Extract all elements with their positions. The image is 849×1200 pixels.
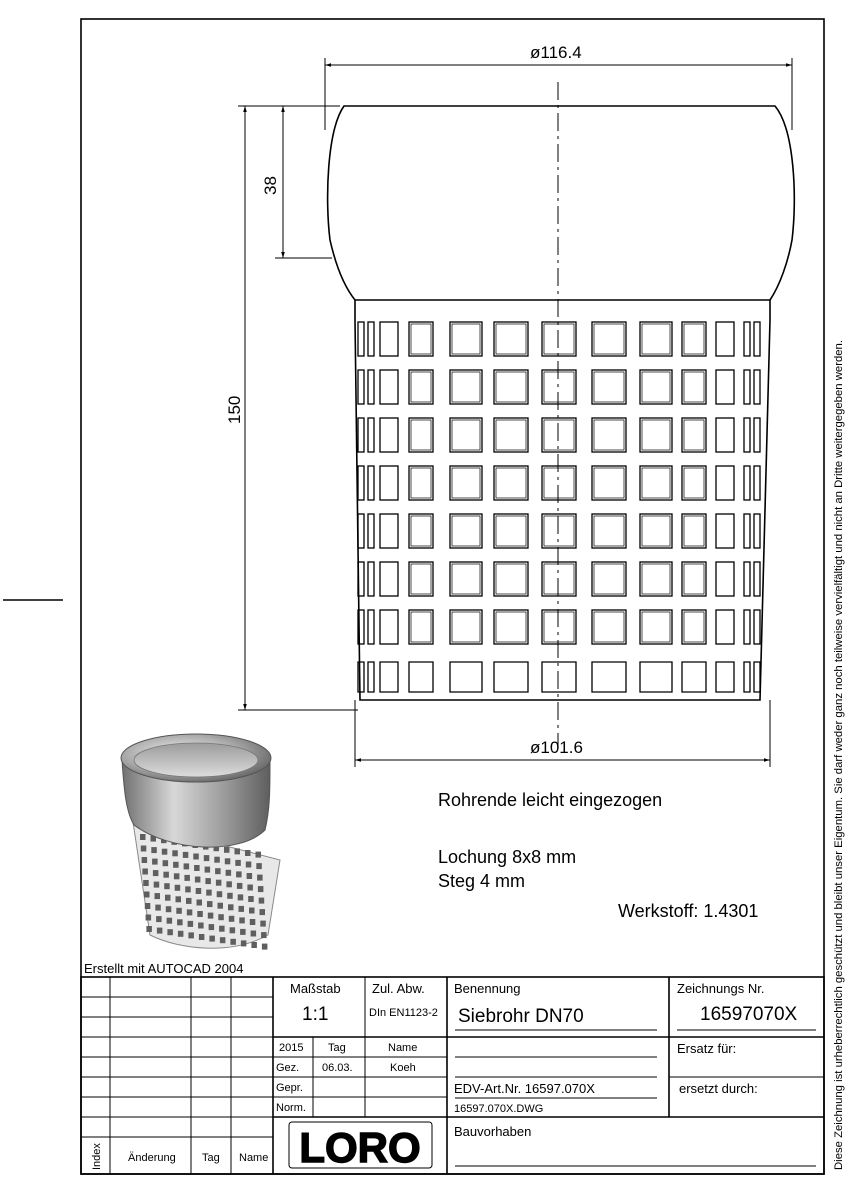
perforation-hole-edge <box>496 564 526 594</box>
perforation-hole-edge <box>642 612 670 642</box>
render-hole <box>219 926 225 932</box>
perforation-hole <box>409 466 433 500</box>
perforation-hole <box>368 370 374 404</box>
copyright-text: Diese Zeichnung ist urheberrechtlich geschützt und bleibt unser Eigentum. Sie darf weder ganz noch teilweise vervielfältigt und nicht an Dritte weitergegeben werden. <box>833 363 845 1170</box>
render-hole <box>218 903 224 909</box>
render-hole <box>144 892 150 898</box>
perforation-hole-edge <box>684 324 704 354</box>
perforation-hole-edge <box>452 324 480 354</box>
perforation-hole <box>640 562 672 596</box>
render-hole <box>143 880 149 886</box>
perforation-hole <box>409 562 433 596</box>
tolerance-label: Zul. Abw. <box>372 981 425 996</box>
bottom-diameter-label: ø101.6 <box>530 738 583 757</box>
change-header: Änderung <box>128 1152 176 1164</box>
drawn-date: 06.03. <box>322 1062 353 1074</box>
perforation-hole <box>716 322 734 356</box>
render-hole <box>249 908 255 914</box>
render-hole <box>256 863 262 869</box>
perforation-hole-edge <box>411 564 431 594</box>
perforation-hole <box>744 610 750 644</box>
perforation-hole-edge <box>496 372 526 402</box>
perforation-hole-edge <box>496 612 526 642</box>
perforation-hole <box>368 466 374 500</box>
render-hole <box>230 939 236 945</box>
perforation-hole <box>592 610 626 644</box>
render-hole <box>235 848 241 854</box>
perforation-hole <box>682 418 706 452</box>
perforation-hole-edge <box>684 564 704 594</box>
render-hole <box>239 906 245 912</box>
perforation-hole <box>744 514 750 548</box>
render-hole <box>245 850 251 856</box>
render-hole <box>205 867 211 873</box>
render-hole <box>199 934 205 940</box>
perforation-hole-edge <box>684 372 704 402</box>
tolerance-value: DIn EN1123-2 <box>369 1007 438 1019</box>
render-hole <box>218 914 224 920</box>
render-hole <box>224 847 230 853</box>
perforation-hole <box>494 466 528 500</box>
perforation-hole <box>716 466 734 500</box>
perforation-hole-edge <box>594 564 624 594</box>
perforation-hole <box>682 322 706 356</box>
render-hole <box>256 852 262 858</box>
perforation-hole-edge <box>684 516 704 546</box>
render-hole <box>146 915 152 921</box>
perforation-hole <box>592 562 626 596</box>
perforation-hole <box>358 466 364 500</box>
perforation-hole <box>368 562 374 596</box>
perforation-hole <box>450 562 482 596</box>
perforation-hole-edge <box>544 468 574 498</box>
render-hole <box>193 854 199 860</box>
norm-label: Norm. <box>276 1102 306 1114</box>
perforation-hole <box>494 322 528 356</box>
render-hole <box>247 885 253 891</box>
perforation-hole <box>380 322 398 356</box>
render-hole <box>175 885 181 891</box>
drawn-name: Koeh <box>390 1062 416 1074</box>
render-hole <box>237 883 243 889</box>
perforation-hole-edge <box>544 372 574 402</box>
perforation-hole <box>592 370 626 404</box>
perforation-hole <box>754 370 760 404</box>
perforation-hole <box>716 370 734 404</box>
perforation-hole <box>409 370 433 404</box>
perforation-hole <box>754 514 760 548</box>
render-hole <box>235 860 241 866</box>
render-hole <box>226 881 232 887</box>
perforation-hole <box>450 370 482 404</box>
perforation-hole <box>380 418 398 452</box>
note-web: Steg 4 mm <box>438 871 526 891</box>
perforation-hole <box>716 562 734 596</box>
dimension-total-height <box>238 106 358 710</box>
perforation-hole-edge <box>594 612 624 642</box>
render-hole <box>142 869 148 875</box>
perforation-hole <box>592 418 626 452</box>
perforation-hole-edge <box>544 612 574 642</box>
perforation-hole-bottom <box>744 662 750 692</box>
perforation-hole-edge <box>684 468 704 498</box>
perforation-hole-edge <box>411 324 431 354</box>
render-hole <box>172 850 178 856</box>
scale-value: 1:1 <box>302 1004 329 1025</box>
render-hole <box>246 862 252 868</box>
perforation-hole <box>494 370 528 404</box>
perforation-hole-edge <box>452 372 480 402</box>
perforation-hole <box>409 514 433 548</box>
perforation-hole-edge <box>594 516 624 546</box>
render-hole <box>184 875 190 881</box>
perforation-hole <box>380 466 398 500</box>
render-hole <box>177 919 183 925</box>
perforation-hole <box>494 562 528 596</box>
perforation-grid <box>358 322 760 692</box>
render-hole <box>205 878 211 884</box>
perforation-hole <box>380 514 398 548</box>
render-hole <box>209 924 215 930</box>
perforation-hole <box>682 610 706 644</box>
render-hole <box>226 870 232 876</box>
render-hole <box>146 926 152 932</box>
render-hole <box>141 846 147 852</box>
perforation-hole <box>494 418 528 452</box>
perforation-hole <box>450 322 482 356</box>
perforation-hole <box>542 370 576 404</box>
perforation-hole <box>380 370 398 404</box>
note-perforation: Lochung 8x8 mm <box>438 847 577 867</box>
render-hole <box>217 891 223 897</box>
year-cell: 2015 <box>279 1042 304 1054</box>
perforation-hole <box>682 514 706 548</box>
perforation-hole <box>358 322 364 356</box>
render-hole <box>188 932 194 938</box>
render-hole <box>153 870 159 876</box>
render-hole <box>140 834 146 840</box>
render-hole <box>174 873 180 879</box>
render-hole <box>257 875 263 881</box>
render-hole <box>155 893 161 899</box>
designation-value: Siebrohr DN70 <box>458 1006 584 1027</box>
scale-label: Maßstab <box>290 981 341 996</box>
perforation-hole <box>450 610 482 644</box>
render-hole <box>236 871 242 877</box>
top-diameter-label: ø116.4 <box>530 43 582 62</box>
perforation-hole-edge <box>684 420 704 450</box>
render-hole <box>260 909 266 915</box>
perforation-hole <box>744 562 750 596</box>
drawing-number-label: Zeichnungs Nr. <box>677 981 765 996</box>
render-hole <box>239 917 245 923</box>
perforation-hole-edge <box>544 516 574 546</box>
perforation-hole <box>744 466 750 500</box>
perforation-hole <box>754 466 760 500</box>
render-hole <box>186 898 192 904</box>
perforation-hole <box>368 322 374 356</box>
perforation-hole-edge <box>544 420 574 450</box>
perforation-hole <box>640 418 672 452</box>
perforation-hole-edge <box>642 468 670 498</box>
loro-logo <box>289 1122 432 1171</box>
perforation-hole <box>450 418 482 452</box>
perforation-hole <box>592 466 626 500</box>
perforation-hole-bottom <box>592 662 626 692</box>
perforation-hole-edge <box>642 564 670 594</box>
perforation-hole-bottom <box>682 662 706 692</box>
render-hole <box>215 868 221 874</box>
render-hole <box>251 942 257 948</box>
perforation-hole <box>542 322 576 356</box>
replacement-for-label: Ersatz für: <box>677 1041 737 1056</box>
render-hole <box>165 895 171 901</box>
perforation-hole <box>368 418 374 452</box>
render-hole <box>240 929 246 935</box>
svg-text:LORO: LORO <box>299 1124 421 1171</box>
index-header: Index <box>91 1143 103 1170</box>
project-label: Bauvorhaben <box>454 1124 532 1139</box>
render-hole <box>207 901 213 907</box>
perforation-hole-edge <box>411 612 431 642</box>
render-hole <box>198 923 204 929</box>
perforation-hole <box>716 418 734 452</box>
render-hole <box>166 906 172 912</box>
perforation-hole-edge <box>452 420 480 450</box>
render-hole <box>206 890 212 896</box>
perforation-hole <box>754 610 760 644</box>
render-hole <box>187 909 193 915</box>
render-hole <box>156 916 162 922</box>
perforation-hole-edge <box>642 324 670 354</box>
perforation-hole <box>368 514 374 548</box>
perforation-hole <box>744 418 750 452</box>
render-hole <box>227 893 233 899</box>
render-hole <box>197 911 203 917</box>
perforation-hole <box>409 322 433 356</box>
perforation-hole-edge <box>496 324 526 354</box>
render-hole <box>167 918 173 924</box>
perforation-hole-edge <box>642 516 670 546</box>
render-hole <box>152 859 158 865</box>
perforation-hole-edge <box>411 420 431 450</box>
render-hole <box>260 921 266 927</box>
perforation-hole-edge <box>496 420 526 450</box>
render-hole <box>163 860 169 866</box>
perforation-hole-bottom <box>494 662 528 692</box>
perforation-hole <box>682 562 706 596</box>
perforation-hole-edge <box>684 612 704 642</box>
render-hole <box>154 882 160 888</box>
perforation-hole <box>754 562 760 596</box>
render-hole <box>195 877 201 883</box>
created-with-text: Erstellt mit AUTOCAD 2004 <box>84 961 244 976</box>
perforation-hole <box>640 370 672 404</box>
render-hole <box>261 932 267 938</box>
pipe-3d-rendering <box>121 734 280 950</box>
render-hole <box>238 894 244 900</box>
render-hole <box>225 858 231 864</box>
perforation-hole <box>640 610 672 644</box>
render-hole <box>216 880 222 886</box>
render-hole <box>228 904 234 910</box>
perforation-hole <box>542 610 576 644</box>
perforation-hole-edge <box>642 420 670 450</box>
perforation-hole <box>358 514 364 548</box>
render-hole <box>250 919 256 925</box>
perforation-hole <box>592 514 626 548</box>
perforation-hole <box>368 610 374 644</box>
perforation-hole <box>592 322 626 356</box>
render-hole <box>204 855 210 861</box>
perforation-hole-bottom <box>640 662 672 692</box>
perforation-hole <box>640 514 672 548</box>
perforation-hole <box>450 514 482 548</box>
perforation-hole <box>682 370 706 404</box>
render-hole <box>188 921 194 927</box>
perforation-hole-edge <box>411 468 431 498</box>
drawn-label: Gez. <box>276 1062 300 1074</box>
perforation-hole <box>409 418 433 452</box>
render-hole <box>145 903 151 909</box>
perforation-hole <box>380 610 398 644</box>
perforation-hole-edge <box>594 420 624 450</box>
perforation-hole-edge <box>452 564 480 594</box>
perforation-hole-edge <box>452 516 480 546</box>
perforation-hole-edge <box>411 372 431 402</box>
render-hole <box>214 857 220 863</box>
perforation-hole <box>754 322 760 356</box>
designation-label: Benennung <box>454 981 521 996</box>
render-hole <box>241 940 247 946</box>
perforation-hole-edge <box>544 564 574 594</box>
render-hole <box>184 863 190 869</box>
render-hole <box>197 900 203 906</box>
render-hole <box>164 883 170 889</box>
checked-label: Gepr. <box>276 1082 303 1094</box>
render-hole <box>247 873 253 879</box>
perforation-hole-bottom <box>380 662 398 692</box>
render-hole <box>230 927 236 933</box>
perforation-hole <box>754 418 760 452</box>
replaced-by-label: ersetzt durch: <box>679 1081 758 1096</box>
total-height-label: 150 <box>225 395 244 424</box>
render-hole <box>155 905 161 911</box>
day-header: Tag <box>328 1042 346 1054</box>
perforation-hole <box>542 562 576 596</box>
perforation-hole <box>640 466 672 500</box>
perforation-hole-bottom <box>542 662 576 692</box>
render-hole <box>183 852 189 858</box>
render-hole <box>251 931 257 937</box>
name-header: Name <box>388 1042 418 1054</box>
dimension-collar-height <box>275 106 340 258</box>
perforation-hole <box>640 322 672 356</box>
perforation-hole-edge <box>544 324 574 354</box>
perforation-hole-bottom <box>754 662 760 692</box>
perforation-hole-edge <box>411 516 431 546</box>
render-hole <box>259 898 265 904</box>
perforation-hole-edge <box>642 372 670 402</box>
render-hole <box>196 888 202 894</box>
render-hole <box>262 944 268 950</box>
perforation-hole <box>450 466 482 500</box>
render-hole <box>248 896 254 902</box>
perforation-hole <box>542 418 576 452</box>
perforation-hole <box>494 610 528 644</box>
perforation-hole-edge <box>594 324 624 354</box>
perforation-hole-bottom <box>716 662 734 692</box>
note-tube-end: Rohrende leicht eingezogen <box>438 790 663 810</box>
render-hole <box>178 931 184 937</box>
perforation-hole-edge <box>496 516 526 546</box>
perforation-hole <box>744 322 750 356</box>
perforation-hole <box>494 514 528 548</box>
perforation-hole-edge <box>452 612 480 642</box>
render-hole <box>194 865 200 871</box>
perforation-hole <box>716 514 734 548</box>
perforation-hole <box>682 466 706 500</box>
render-hole <box>208 913 214 919</box>
render-hole <box>142 857 148 863</box>
perforation-hole-edge <box>594 372 624 402</box>
perforation-hole <box>380 562 398 596</box>
edp-article-number: EDV-Art.Nr. 16597.070X <box>454 1081 595 1096</box>
render-hole <box>167 929 173 935</box>
render-hole <box>220 937 226 943</box>
collar-height-label: 38 <box>261 176 280 195</box>
change-day-header: Tag <box>202 1152 220 1164</box>
perforation-hole <box>358 370 364 404</box>
perforation-hole <box>542 466 576 500</box>
render-hole <box>162 849 168 855</box>
render-hole <box>157 928 163 934</box>
drawing-number-value: 16597070X <box>700 1004 798 1025</box>
render-hole <box>173 862 179 868</box>
render-hole <box>163 872 169 878</box>
change-name-header: Name <box>239 1152 269 1164</box>
perforation-hole-bottom <box>450 662 482 692</box>
perforation-hole-edge <box>594 468 624 498</box>
perforation-hole <box>409 610 433 644</box>
perforation-hole <box>542 514 576 548</box>
perforation-hole <box>358 418 364 452</box>
note-material: Werkstoff: 1.4301 <box>618 901 759 921</box>
render-hole <box>185 886 191 892</box>
dwg-file-name: 16597.070X.DWG <box>454 1103 544 1115</box>
perforation-hole-bottom <box>368 662 374 692</box>
render-hole <box>209 936 215 942</box>
render-hole <box>176 896 182 902</box>
render-hole <box>151 847 157 853</box>
perforation-hole-edge <box>496 468 526 498</box>
render-hole <box>176 908 182 914</box>
render-hole <box>258 886 264 892</box>
perforation-hole-edge <box>452 468 480 498</box>
render-hole <box>229 916 235 922</box>
perforation-hole <box>716 610 734 644</box>
perforation-hole <box>744 370 750 404</box>
perforation-hole-bottom <box>409 662 433 692</box>
